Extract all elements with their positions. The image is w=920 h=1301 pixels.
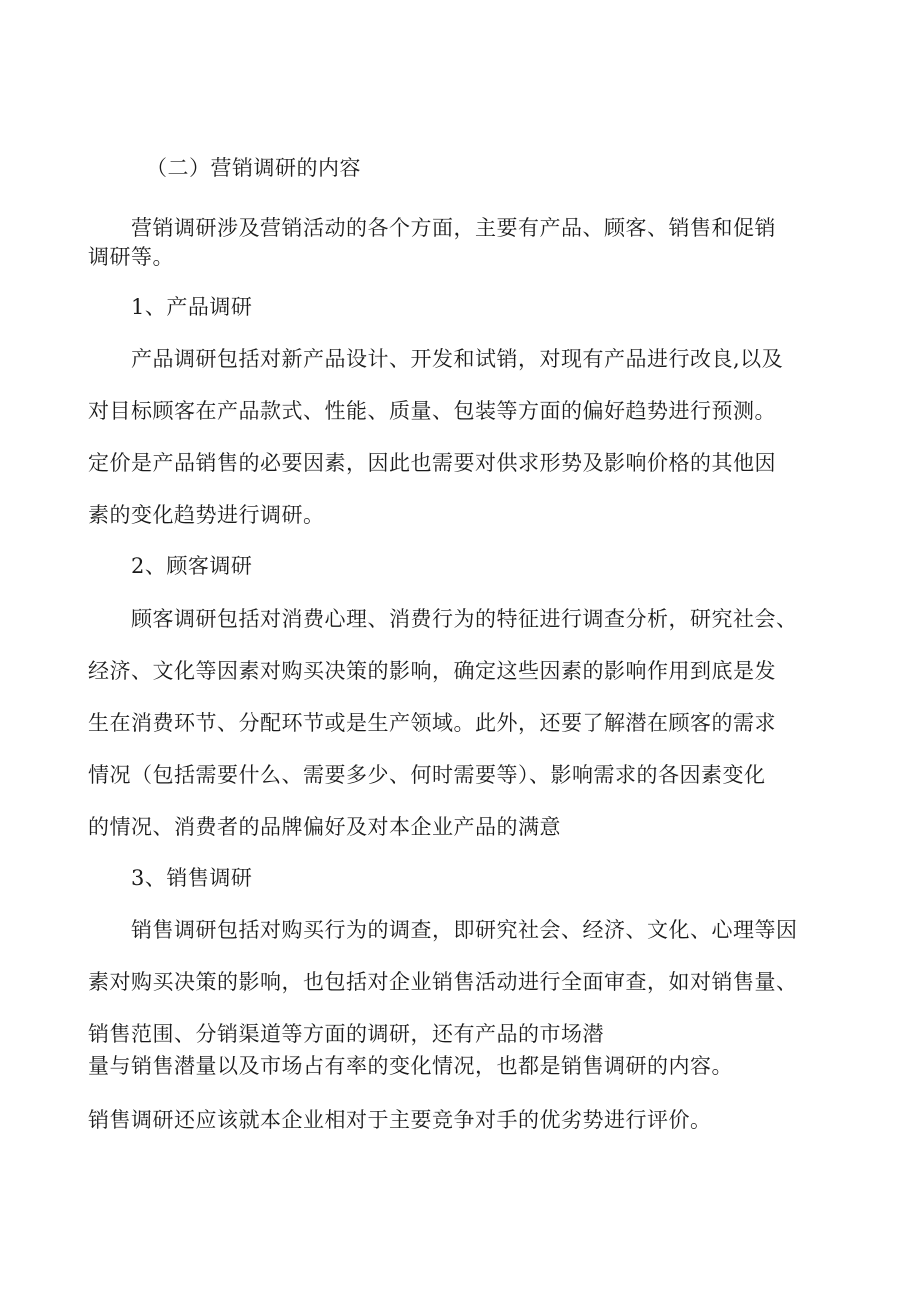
section-heading: （二）营销调研的内容 bbox=[146, 156, 361, 180]
intro-line-2: 调研等。 bbox=[88, 245, 174, 269]
sales-research-line-1: 销售调研包括对购买行为的调查，即研究社会、经济、文化、心理等因 bbox=[131, 918, 798, 942]
customer-research-line-4: 情况（包括需要什么、需要多少、何时需要等）、影响需求的各因素变化 bbox=[88, 763, 766, 787]
product-research-line-2: 对目标顾客在产品款式、性能、质量、包装等方面的偏好趋势进行预测。 bbox=[88, 399, 776, 423]
sales-research-heading: 3、销售调研 bbox=[131, 866, 253, 890]
sales-research-line-4: 量与销售潜量以及市场占有率的变化情况，也都是销售调研的内容。 bbox=[88, 1054, 733, 1078]
product-research-line-3: 定价是产品销售的必要因素，因此也需要对供求形势及影响价格的其他因 bbox=[88, 451, 776, 475]
customer-research-line-3: 生在消费环节、分配环节或是生产领域。此外，还要了解潜在顾客的需求 bbox=[88, 711, 776, 735]
product-research-heading: 1、产品调研 bbox=[131, 295, 253, 319]
product-research-line-4: 素的变化趋势进行调研。 bbox=[88, 503, 325, 527]
customer-research-line-2: 经济、文化等因素对购买决策的影响，确定这些因素的影响作用到底是发 bbox=[88, 659, 776, 683]
sales-research-line-3: 销售范围、分销渠道等方面的调研，还有产品的市场潜 bbox=[88, 1022, 604, 1046]
sales-research-line-2: 素对购买决策的影响，也包括对企业销售活动进行全面审查，如对销售量、 bbox=[88, 970, 798, 994]
customer-research-line-1: 顾客调研包括对消费心理、消费行为的特征进行调查分析，研究社会、 bbox=[131, 607, 798, 631]
product-research-line-1: 产品调研包括对新产品设计、开发和试销，对现有产品进行改良,以及 bbox=[131, 347, 784, 371]
customer-research-line-5: 的情况、消费者的品牌偏好及对本企业产品的满意 bbox=[88, 815, 561, 839]
intro-line-1: 营销调研涉及营销活动的各个方面，主要有产品、顾客、销售和促销 bbox=[131, 216, 776, 240]
sales-research-line-5: 销售调研还应该就本企业相对于主要竞争对手的优劣势进行评价。 bbox=[88, 1108, 712, 1132]
customer-research-heading: 2、顾客调研 bbox=[131, 554, 253, 578]
